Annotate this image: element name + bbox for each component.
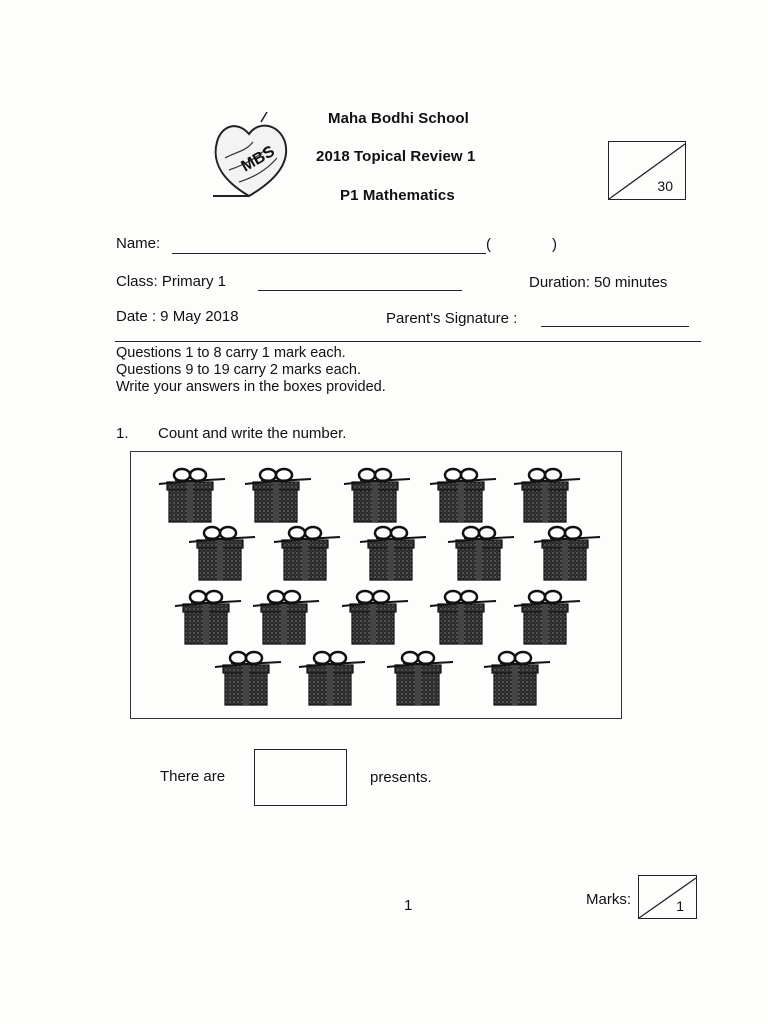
gift-box-icon (528, 524, 604, 582)
gift-box-icon (478, 649, 554, 707)
answer-box[interactable] (254, 749, 347, 806)
gift-box-icon (424, 466, 500, 524)
question-number: 1. (116, 425, 129, 442)
gift-box-icon (239, 466, 315, 524)
date-label: Date : 9 May 2018 (116, 308, 239, 325)
school-name: Maha Bodhi School (328, 110, 469, 127)
marks-total: 1 (676, 898, 684, 914)
subject-title: P1 Mathematics (340, 187, 455, 204)
gift-box-icon (183, 524, 259, 582)
gift-picture-frame (130, 451, 622, 719)
instruction-line: Questions 9 to 19 carry 2 marks each. (116, 362, 361, 378)
gift-box-icon (169, 588, 245, 646)
gift-box-icon (508, 588, 584, 646)
question-prompt: Count and write the number. (158, 425, 347, 442)
gift-box-icon (268, 524, 344, 582)
marks-label: Marks: (586, 891, 631, 908)
name-field[interactable] (172, 253, 486, 254)
instructions (116, 345, 386, 396)
gift-box-icon (442, 524, 518, 582)
name-label: Name: (116, 235, 161, 252)
answer-suffix: presents. (370, 769, 432, 786)
class-field[interactable] (258, 290, 462, 291)
review-title: 2018 Topical Review 1 (316, 148, 476, 165)
gift-box-icon (381, 649, 457, 707)
gift-box-icon (336, 588, 412, 646)
signature-label: Parent's Signature : (386, 310, 518, 327)
logo-lettering: MBS (238, 142, 278, 176)
gift-box-icon (209, 649, 285, 707)
duration-label: Duration: 50 minutes (529, 274, 668, 291)
marks-box (638, 875, 697, 919)
gift-box-icon (153, 466, 229, 524)
gift-box-icon (293, 649, 369, 707)
instruction-line: Questions 1 to 8 carry 1 mark each. (116, 345, 346, 361)
instruction-line: Write your answers in the boxes provided. (116, 379, 386, 395)
signature-field[interactable] (541, 326, 689, 327)
index-paren-open: ( (486, 236, 491, 253)
page-number: 1 (404, 897, 413, 914)
gift-box-icon (508, 466, 584, 524)
total-score-box (608, 141, 686, 200)
gift-box-icon (338, 466, 414, 524)
index-paren-close: ) (552, 236, 557, 253)
gift-box-icon (247, 588, 323, 646)
answer-prefix: There are (160, 768, 226, 785)
school-logo (205, 112, 295, 202)
total-marks: 30 (657, 178, 673, 194)
gift-box-icon (424, 588, 500, 646)
class-label: Class: Primary 1 (116, 273, 227, 290)
header-divider (115, 341, 701, 342)
gift-box-icon (354, 524, 430, 582)
